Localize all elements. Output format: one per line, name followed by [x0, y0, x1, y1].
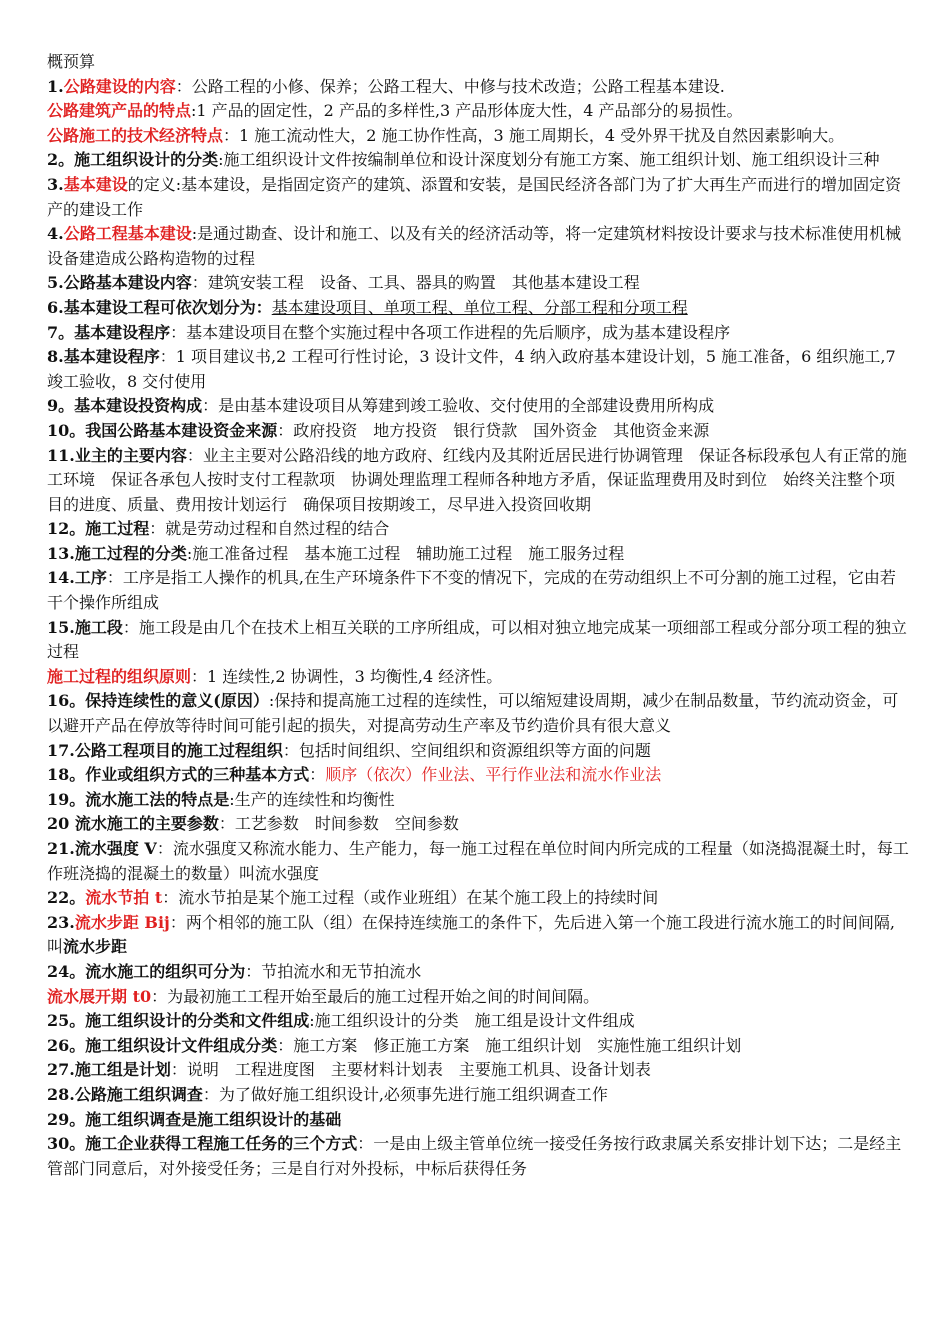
paragraph — [47, 148, 909, 173]
term-label: 流水节拍 t — [85, 888, 163, 908]
paragraph — [47, 837, 909, 886]
paragraph — [47, 321, 909, 346]
term-label: 27.施工组是计划 — [47, 1060, 171, 1080]
paragraph — [47, 1009, 909, 1034]
term-label: 公路建设的内容 — [63, 76, 176, 96]
paragraph-text: ：政府投资 地方投资 银行贷款 国外资金 其他资金来源 — [277, 420, 710, 440]
term-label: 1. — [47, 76, 64, 96]
paragraph-text: ：工序是指工人操作的机具,在生产环境条件下不变的情况下，完成的在劳动组织上不可分割的施工过程，它由若干个操作所组成 — [47, 568, 896, 613]
paragraph-text: ：1 施工流动性大，2 施工协作性高，3 施工周期长，4 受外界干扰及自然因素影响大。 — [223, 125, 845, 145]
paragraph-text: ：流水节拍是某个施工过程（或作业班组）在某个施工段上的持续时间 — [162, 888, 659, 908]
paragraph — [47, 296, 909, 321]
term-label: 17.公路工程项目的施工过程组织 — [47, 740, 283, 760]
paragraph — [47, 419, 909, 444]
paragraph-text: ：是由基本建设项目从筹建到竣工验收、交付使用的全部建设费用所构成 — [202, 396, 715, 416]
term-label: 流水步距 — [63, 937, 128, 957]
term-label: 公路施工的技术经济特点 — [47, 125, 224, 145]
term-label: 2。施工组织设计的分类 — [47, 150, 219, 170]
term-label: 7。基本建设程序 — [47, 322, 171, 342]
paragraph — [47, 173, 909, 222]
paragraph-text: ：基本建设项目在整个实施过程中各项工作进程的先后顺序，成为基本建设程序 — [170, 322, 731, 342]
paragraph — [47, 75, 909, 100]
term-label: 26。施工组织设计文件组成分类 — [47, 1035, 278, 1055]
paragraph — [47, 665, 909, 690]
paragraph — [47, 739, 909, 764]
paragraph-text: ：业主主要对公路沿线的地方政府、红线内及其附近居民进行协调管理 保证各标段承包人有正常的施工环境 保证各承包人按时支付工程款项 协调处理监理工程师各种地方矛盾，保证监理费用及时到位 始终关注整个项目的进度、质量、费用按计划运行 确保项目按期竣工，尽早进入投资回收期 — [47, 445, 907, 514]
paragraph-text: 的定义:基本建设，是指固定资产的建筑、添置和安装，是国民经济各部门为了扩大再生产而进行的增加固定资产的建设工作 — [47, 174, 902, 219]
paragraph-text: :1 产品的固定性，2 产品的多样性,3 产品形体庞大性，4 产品部分的易损性。 — [191, 101, 743, 121]
paragraph-text: ：两个相邻的施工队（组）在保持连续施工的条件下，先后进入第一个施工段进行流水施工的时间间隔,叫 — [47, 912, 895, 957]
paragraph — [47, 222, 909, 271]
term-label: 6.基本建设工程可依次划分为： — [47, 297, 272, 317]
term-label: 流水步距 Bij — [74, 912, 170, 932]
paragraph — [47, 812, 909, 837]
term-label: 23. — [47, 912, 75, 932]
paragraph-text: ：公路工程的小修、保养；公路工程大、中修与技术改造；公路工程基本建设. — [175, 76, 725, 96]
term-label: 施工过程的组织原则 — [47, 666, 192, 686]
paragraph-text: ：一是由上级主管单位统一接受任务按行政隶属关系安排计划下达；二是经主管部门同意后，对外接受任务；三是自行对外投标，中标后获得任务 — [47, 1134, 902, 1178]
term-label: 28.公路施工组织调查 — [47, 1084, 203, 1104]
term-label: 24。流水施工的组织可分为 — [47, 961, 246, 981]
term-label: 18。作业或组织方式的三种基本方式 — [47, 765, 310, 785]
term-label: 5.公路基本建设内容 — [47, 273, 192, 293]
paragraph — [47, 99, 909, 124]
paragraph-text: ：为最初施工工程开始至最后的施工过程开始之间的时间间隔。 — [151, 986, 600, 1006]
paragraph-text: ：说明 工程进度图 主要材料计划表 主要施工机具、设备计划表 — [170, 1060, 651, 1080]
paragraph — [47, 763, 909, 788]
paragraph — [47, 689, 909, 738]
paragraph-text: ：施工段是由几个在技术上相互关联的工序所组成，可以相对独立地完成某一项细部工程或分部分项工程的独立过程 — [47, 617, 907, 662]
paragraph-text: :施工准备过程 基本施工过程 辅助施工过程 施工服务过程 — [186, 543, 625, 563]
paragraph — [47, 1083, 909, 1108]
paragraph — [47, 124, 909, 149]
paragraph-text: 顺序（依次）作业法、平行作业法和流水作业法 — [325, 765, 662, 785]
term-label: 14.工序 — [47, 568, 107, 588]
paragraph — [47, 886, 909, 911]
paragraph-text: ：为了做好施工组织设计,必须事先进行施工组织调查工作 — [202, 1084, 608, 1104]
term-label: 19。流水施工法的特点是 — [47, 789, 230, 809]
paragraph-text: ：1 项目建议书,2 工程可行性讨论，3 设计文件，4 纳入政府基本建设计划，5 施工准备，6 组织施工,7 竣工验收，8 交付使用 — [47, 347, 896, 391]
term-label: 16。保持连续性的意义(原因） — [47, 691, 269, 711]
paragraph-text: :施工组织设计文件按编制单位和设计深度划分有施工方案、施工组织计划、施工组织设计三种 — [218, 150, 880, 170]
paragraph-text: ：包括时间组织、空间组织和资源组织等方面的问题 — [282, 740, 651, 760]
paragraph — [47, 960, 909, 985]
term-label: 8.基本建设程序 — [47, 347, 160, 367]
paragraph-text: :施工组织设计的分类 施工组是设计文件组成 — [309, 1011, 635, 1031]
paragraph-text: ：流水强度又称流水能力、生产能力，每一施工过程在单位时间内所完成的工程量（如浇捣混凝土时，每工作班浇捣的混凝土的数量）叫流水强度 — [47, 839, 909, 883]
term-label: 21.流水强度 V — [47, 839, 157, 858]
paragraph — [47, 271, 909, 296]
term-label: 9。基本建设投资构成 — [47, 396, 203, 416]
paragraph — [47, 1058, 909, 1083]
term-label: 29。施工组织调查是施工组织设计的基础 — [47, 1109, 342, 1129]
document-title: 概预算 — [47, 52, 96, 71]
paragraph-text: :保持和提高施工过程的连续性，可以缩短建设周期，减少在制品数量，节约流动资金，可以避开产品在停放等待时间可能引起的损失，对提高劳动生产率及节约造价具有很大意义 — [47, 691, 899, 736]
paragraph — [47, 542, 909, 567]
term-label: 3. — [47, 174, 64, 194]
paragraph-text: 基本建设项目、单项工程、单位工程、分部工程和分项工程 — [271, 297, 688, 317]
paragraph-text: ：建筑安装工程 设备、工具、器具的购置 其他基本建设工程 — [191, 273, 640, 293]
paragraph — [47, 566, 909, 615]
term-label: 22。 — [47, 888, 86, 908]
document-page — [47, 50, 909, 1181]
paragraph — [47, 616, 909, 665]
term-label: 4. — [47, 224, 64, 244]
paragraph — [47, 517, 909, 542]
term-label: 12。施工过程 — [47, 519, 150, 539]
paragraph-text: ：1 连续性,2 协调性，3 均衡性,4 经济性。 — [191, 666, 503, 686]
term-label: 流水展开期 t0 — [47, 986, 152, 1006]
paragraph — [47, 394, 909, 419]
paragraph-text: ：就是劳动过程和自然过程的结合 — [149, 519, 390, 539]
paragraph-text: ：节拍流水和无节拍流水 — [245, 961, 422, 981]
paragraph — [47, 911, 909, 960]
paragraph — [47, 1108, 909, 1133]
term-label: 15.施工段 — [47, 617, 123, 637]
paragraph — [47, 444, 909, 518]
paragraph — [47, 788, 909, 813]
document-body — [47, 75, 909, 1182]
paragraph-text: :生产的连续性和均衡性 — [229, 789, 395, 809]
term-label: 30。施工企业获得工程施工任务的三个方式 — [47, 1134, 358, 1154]
paragraph-text: ：施工方案 修正施工方案 施工组织计划 实施性施工组织计划 — [277, 1035, 742, 1055]
paragraph — [47, 985, 909, 1010]
term-label: 11.业主的主要内容 — [47, 445, 187, 465]
term-label: 25。施工组织设计的分类和文件组成 — [47, 1011, 310, 1031]
paragraph — [47, 345, 909, 394]
term-label: 10。我国公路基本建设资金来源 — [47, 420, 278, 440]
paragraph-text: ： — [309, 765, 326, 785]
paragraph — [47, 1034, 909, 1059]
term-label: 公路建筑产品的特点 — [47, 101, 192, 121]
term-label: 基本建设 — [63, 174, 128, 194]
paragraph-text: ：工艺参数 时间参数 空间参数 — [218, 814, 459, 834]
paragraph-text: :是通过勘查、设计和施工、以及有关的经济活动等，将一定建筑材料按设计要求与技术标准使用机械设备建造成公路构造物的过程 — [47, 224, 902, 268]
paragraph — [47, 1132, 909, 1181]
term-label: 13.施工过程的分类 — [47, 543, 187, 563]
term-label: 公路工程基本建设 — [63, 224, 192, 244]
term-label: 20 流水施工的主要参数 — [47, 814, 219, 834]
